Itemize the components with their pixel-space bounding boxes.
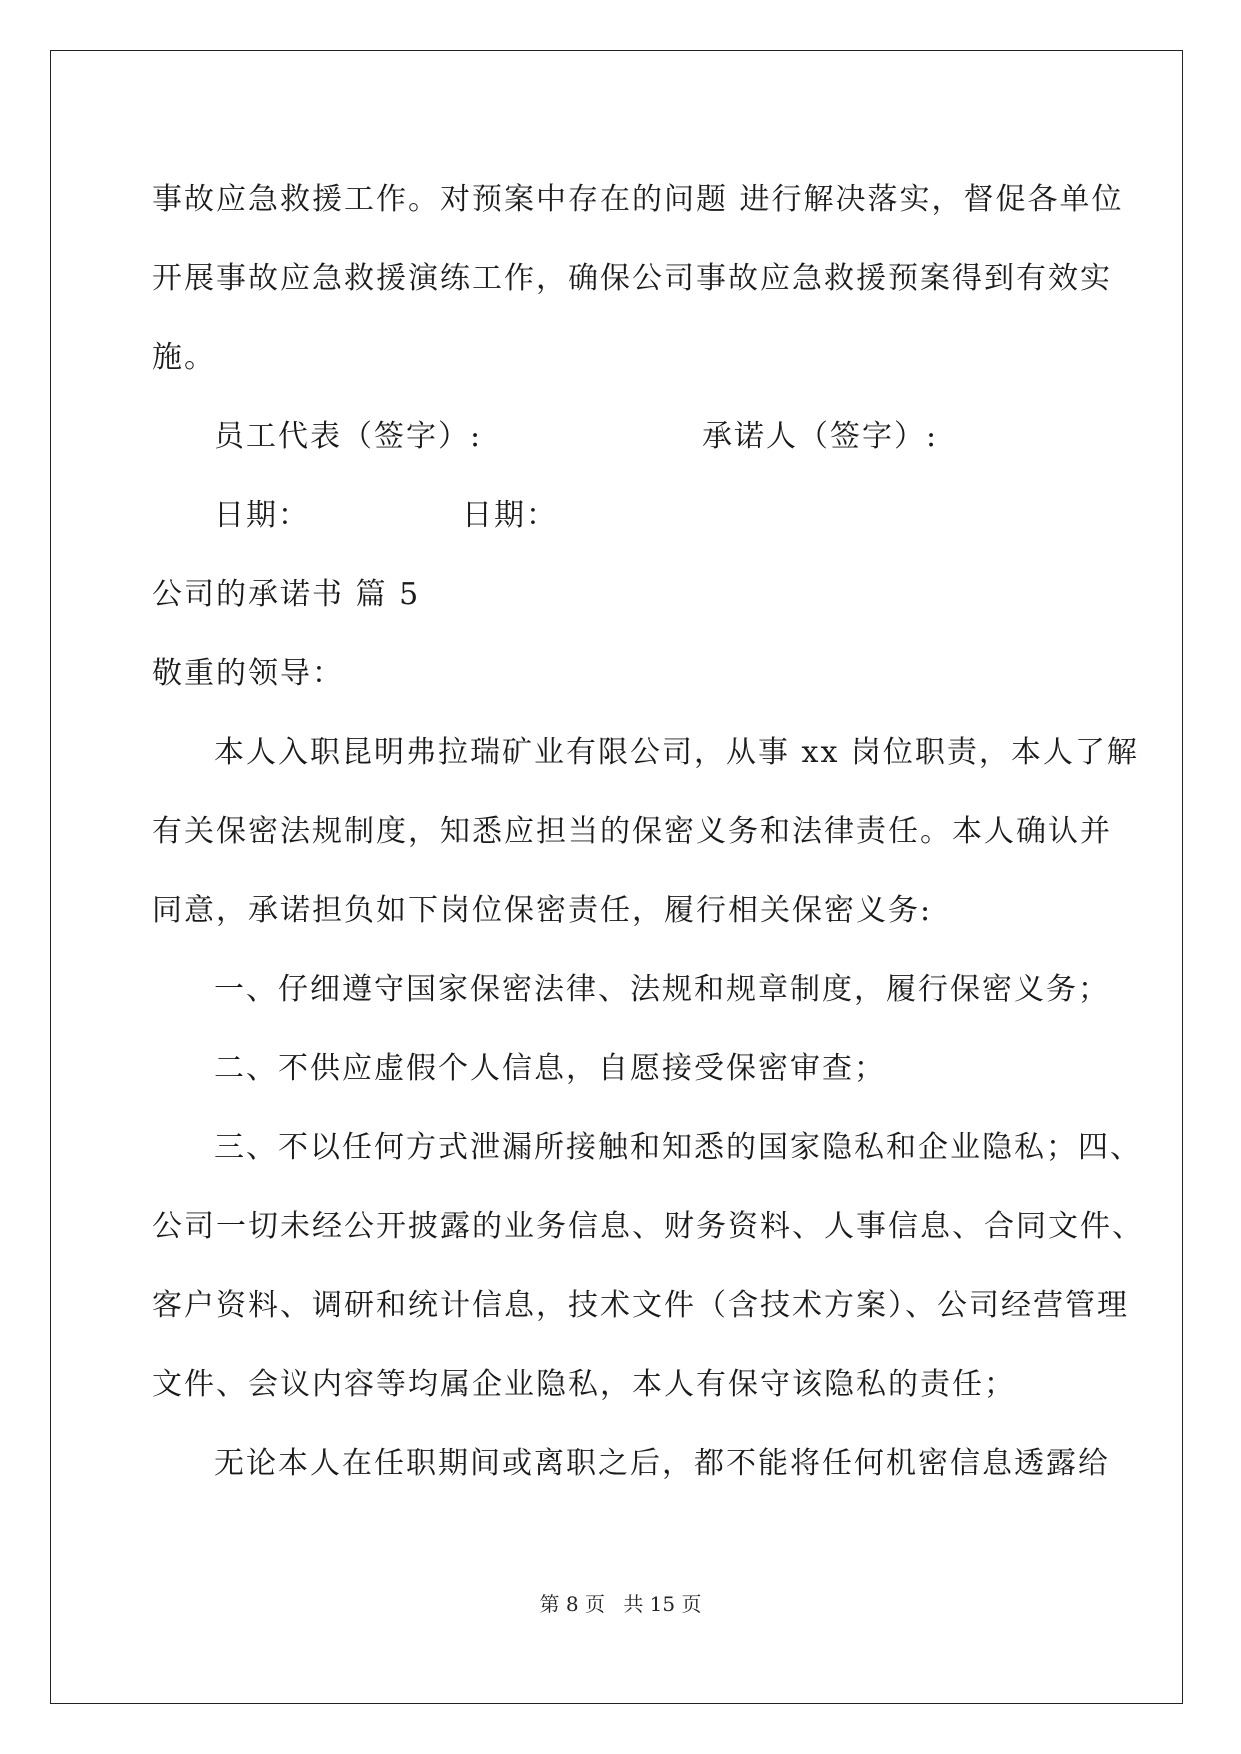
page-footer bbox=[0, 1588, 1241, 1617]
text-line: 开展事故应急救援演练工作，确保公司事故应急救援预案得到有效实 bbox=[152, 261, 1112, 296]
list-item-1: 一、仔细遵守国家保密法律、法规和规章制度，履行保密义务； bbox=[214, 972, 1110, 1007]
date-label-right: 日期： bbox=[462, 498, 558, 533]
page-number: 第 8 页 bbox=[539, 1592, 605, 1616]
text-line: 公司一切未经公开披露的业务信息、财务资料、人事信息、合同文件、 bbox=[152, 1209, 1144, 1244]
list-item-2: 二、不供应虚假个人信息，自愿接受保密审查； bbox=[214, 1051, 886, 1086]
employee-signature-label: 员工代表（签字）: bbox=[214, 419, 483, 454]
text-line: 事故应急救援工作。对预案中存在的问题 进行解决落实，督促各单位 bbox=[152, 182, 1124, 217]
list-item-3: 三、不以任何方式泄漏所接触和知悉的国家隐私和企业隐私；四、 bbox=[214, 1130, 1142, 1165]
text-line: 有关保密法规制度，知悉应担当的保密义务和法律责任。本人确认并 bbox=[152, 814, 1112, 849]
text-line: 同意，承诺担负如下岗位保密责任，履行相关保密义务: bbox=[152, 893, 933, 928]
date-label-left: 日期： bbox=[214, 498, 310, 533]
promisor-signature-label: 承诺人（签字）: bbox=[702, 419, 939, 454]
salutation: 敬重的领导： bbox=[152, 656, 344, 691]
page-total: 共 15 页 bbox=[623, 1592, 702, 1616]
signature-row bbox=[152, 397, 1092, 476]
text-line: 客户资料、调研和统计信息，技术文件（含技术方案）、公司经营管理 bbox=[152, 1288, 1129, 1323]
date-row bbox=[152, 476, 1092, 555]
document-body bbox=[152, 160, 1144, 1503]
section-title: 公司的承诺书 篇 5 bbox=[152, 577, 421, 612]
text-line: 本人入职昆明弗拉瑞矿业有限公司，从事 xx 岗位职责，本人了解 bbox=[214, 735, 1139, 770]
text-line: 施。 bbox=[152, 340, 216, 375]
text-line: 无论本人在任职期间或离职之后，都不能将任何机密信息透露给 bbox=[214, 1446, 1110, 1481]
text-line: 文件、会议内容等均属企业隐私，本人有保守该隐私的责任； bbox=[152, 1367, 1016, 1402]
